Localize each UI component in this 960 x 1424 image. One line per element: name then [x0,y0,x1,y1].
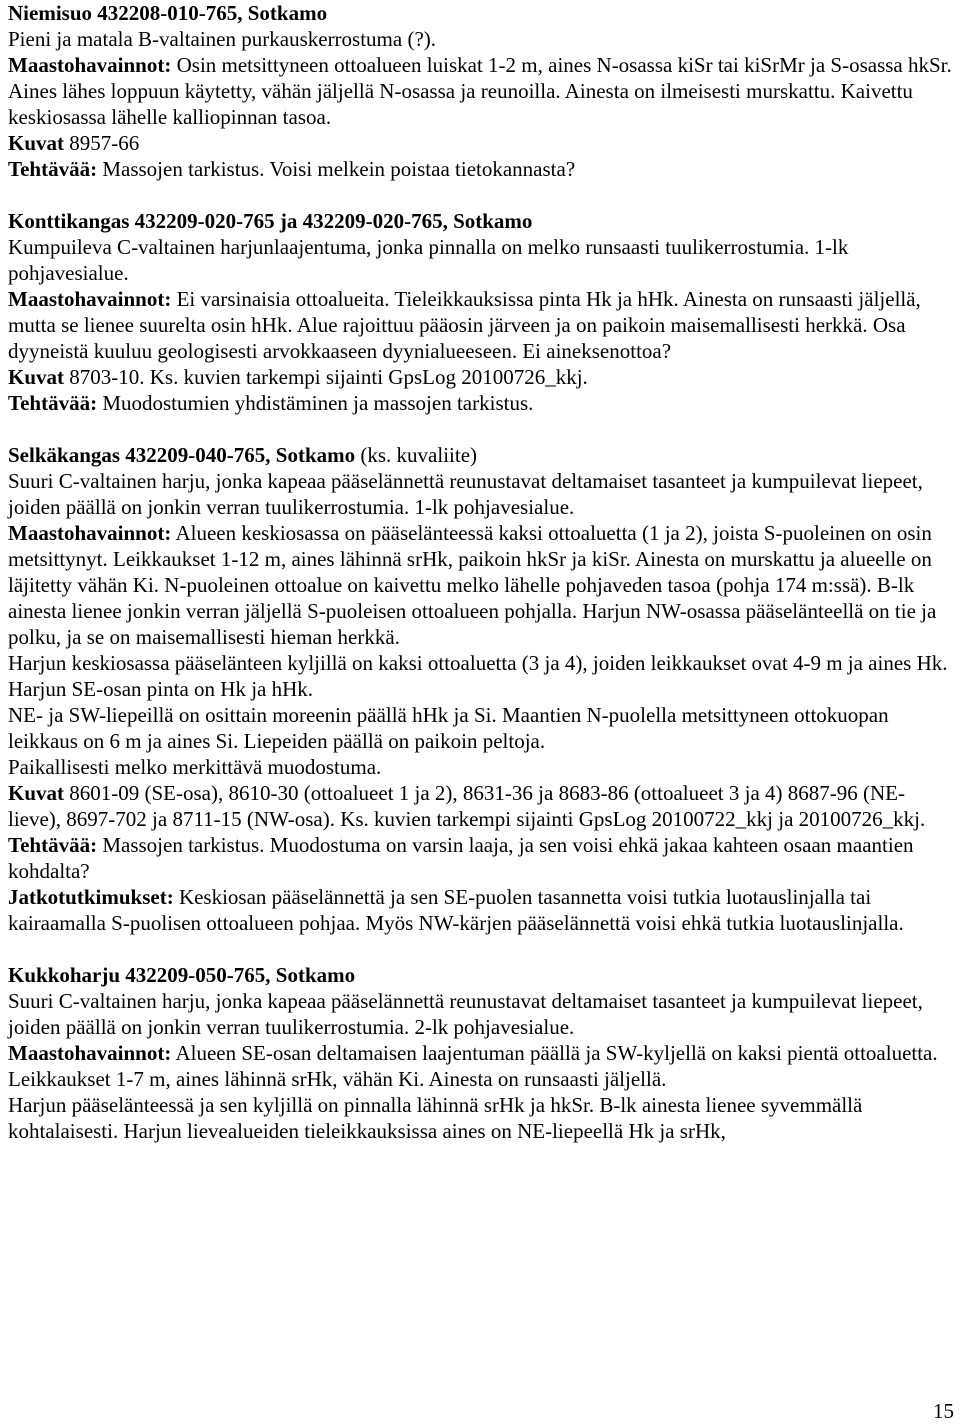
description [8,468,958,520]
field-observations [8,1040,958,1092]
field-observations [8,286,958,364]
page-number: 15 [933,1399,954,1423]
entry-title: Kukkoharju 432209-050-765, Sotkamo [8,963,356,987]
field-observations [8,520,958,650]
description [8,988,958,1040]
entry-title: Niemisuo 432208-010-765, Sotkamo [8,1,328,25]
entry-title: Konttikangas 432209-020-765 ja 432209-020-765, Sotkamo [8,209,533,233]
paragraph-label: Tehtävää: [8,391,98,415]
observation-paragraph [8,1092,958,1144]
paragraph-text: NE- ja SW-liepeillä on osittain moreenin päällä hHk ja Si. Maantien N-puolella metsittyneen ottokuopan leikkaus on 6 m ja aines Si. Liepeiden päällä on paikoin peltoja. [8,703,889,753]
description [8,26,958,52]
tasks [8,156,958,182]
paragraph-label: Tehtävää: [8,157,98,181]
paragraph-label: Maastohavainnot: [8,1041,172,1065]
tasks [8,832,958,884]
photos [8,364,958,390]
entry-konttikangas [8,208,958,416]
entry-heading [8,0,958,26]
paragraph-label: Kuvat [8,781,65,805]
entry-title: Selkäkangas 432209-040-765, Sotkamo [8,443,356,467]
photos [8,130,958,156]
paragraph-text: Alueen keskiosassa on pääselänteessä kaksi ottoaluetta (1 ja 2), joista S-puoleinen on osin metsittynyt. Leikkaukset 1-12 m, aines lähinnä srHk, paikoin hkSr ja kiSr. Ainesta on murskattu ja alueelle on läjitetty vähän Ki. N-puoleinen ottoalue on kaivettu melko lähelle pohjaveden tasoa (pohja 174 m:ssä). B-lk ainesta lienee jonkin verran jäljellä S-puoleisen ottoalueen pohjalla. Harjun NW-osassa pääselänteellä on tie ja polku, ja se on maisemallisesti hieman herkkä. [8,521,937,649]
paragraph-text: Massojen tarkistus. Muodostuma on varsin laaja, ja sen voisi ehkä jakaa kahteen osaan maantien kohdalta? [8,833,914,883]
observation-paragraph [8,650,958,702]
entry-niemisuo [8,0,958,182]
paragraph-label: Maastohavainnot: [8,287,172,311]
entry-selkakangas [8,442,958,936]
field-observations [8,52,958,130]
paragraph-label: Tehtävää: [8,833,98,857]
entry-heading [8,208,958,234]
paragraph-text: Keskiosan pääselännettä ja sen SE-puolen tasannetta voisi tutkia luotauslinjalla tai kairaamalla S-puolisen ottoalueen pohjaa. Myös NW-kärjen pääselännettä voisi ehkä tutkia luotauslinjalla. [8,885,904,935]
further-research [8,884,958,936]
paragraph-label: Kuvat [8,365,65,389]
paragraph-text: Pieni ja matala B-valtainen purkauskerrostuma (?). [8,27,437,51]
entry-heading [8,962,958,988]
entry-kukkoharju [8,962,958,1144]
photos [8,780,958,832]
paragraph-label: Maastohavainnot: [8,53,172,77]
paragraph-label: Maastohavainnot: [8,521,172,545]
observation-paragraph [8,702,958,754]
document-page [8,0,958,1170]
entry-heading [8,442,958,468]
paragraph-text: Suuri C-valtainen harju, jonka kapeaa pääselännettä reunustavat deltamaiset tasanteet ja kumpuilevat liepeet, joiden päällä on jonkin verran tuulikerrostumia. 2-lk pohjavesialue. [8,989,923,1039]
tasks [8,390,958,416]
paragraph-label: Jatkotutkimukset: [8,885,174,909]
paragraph-text: Ei varsinaisia ottoalueita. Tieleikkauksissa pinta Hk ja hHk. Ainesta on runsaasti jäljellä, mutta se lienee suurelta osin hHk. Alue rajoittuu pääosin järveen ja on paikoin maisemallisesti herkkä. Osa dyyneistä kuuluu geologisesti arvokkaaseen dyynialueeseen. Ei aineksenottoa? [8,287,921,363]
paragraph-text: Osin metsittyneen ottoalueen luiskat 1-2 m, aines N-osassa kiSr tai kiSrMr ja S-osassa hkSr. Aines lähes loppuun käytetty, vähän jäljellä N-osassa ja reunoilla. Ainesta on ilmeisesti murskattu. Kaivettu keskiosassa lähelle kalliopinnan tasoa. [8,53,952,129]
paragraph-text: Muodostumien yhdistäminen ja massojen tarkistus. [97,391,534,415]
paragraph-text: Harjun pääselänteessä ja sen kyljillä on pinnalla lähinnä srHk ja hkSr. B-lk ainesta lienee syvemmällä kohtalaisesti. Harjun lievealueiden tieleikkauksissa aines on NE-liepeellä Hk ja srHk, [8,1093,863,1143]
paragraph-text: Paikallisesti melko merkittävä muodostuma. [8,755,382,779]
paragraph-text: Kumpuileva C-valtainen harjunlaajentuma, jonka pinnalla on melko runsaasti tuulikerrostumia. 1-lk pohjavesialue. [8,235,849,285]
paragraph-text: Suuri C-valtainen harju, jonka kapeaa pääselännettä reunustavat deltamaiset tasanteet ja kumpuilevat liepeet, joiden päällä on jonkin verran tuulikerrostumia. 1-lk pohjavesialue. [8,469,923,519]
observation-paragraph [8,754,958,780]
paragraph-text: Massojen tarkistus. Voisi melkein poistaa tietokannasta? [97,157,576,181]
entry-title-suffix: (ks. kuvaliite) [355,443,478,467]
paragraph-text: 8703-10. Ks. kuvien tarkempi sijainti GpsLog 20100726_kkj. [64,365,588,389]
paragraph-text: 8957-66 [64,131,140,155]
paragraph-label: Kuvat [8,131,65,155]
paragraph-text: Harjun keskiosassa pääselänteen kyljillä on kaksi ottoaluetta (3 ja 4), joiden leikkaukset ovat 4-9 m ja aines Hk. Harjun SE-osan pinta on Hk ja hHk. [8,651,948,701]
description [8,234,958,286]
paragraph-text: Alueen SE-osan deltamaisen laajentuman päällä ja SW-kyljellä on kaksi pientä ottoaluetta. Leikkaukset 1-7 m, aines lähinnä srHk, vähän Ki. Ainesta on runsaasti jäljellä. [8,1041,938,1091]
paragraph-text: 8601-09 (SE-osa), 8610-30 (ottoalueet 1 ja 2), 8631-36 ja 8683-86 (ottoalueet 3 ja 4) 8687-96 (NE-lieve), 8697-702 ja 8711-15 (NW-osa). Ks. kuvien tarkempi sijainti GpsLog 20100722_kkj ja 20100726_kkj. [8,781,926,831]
